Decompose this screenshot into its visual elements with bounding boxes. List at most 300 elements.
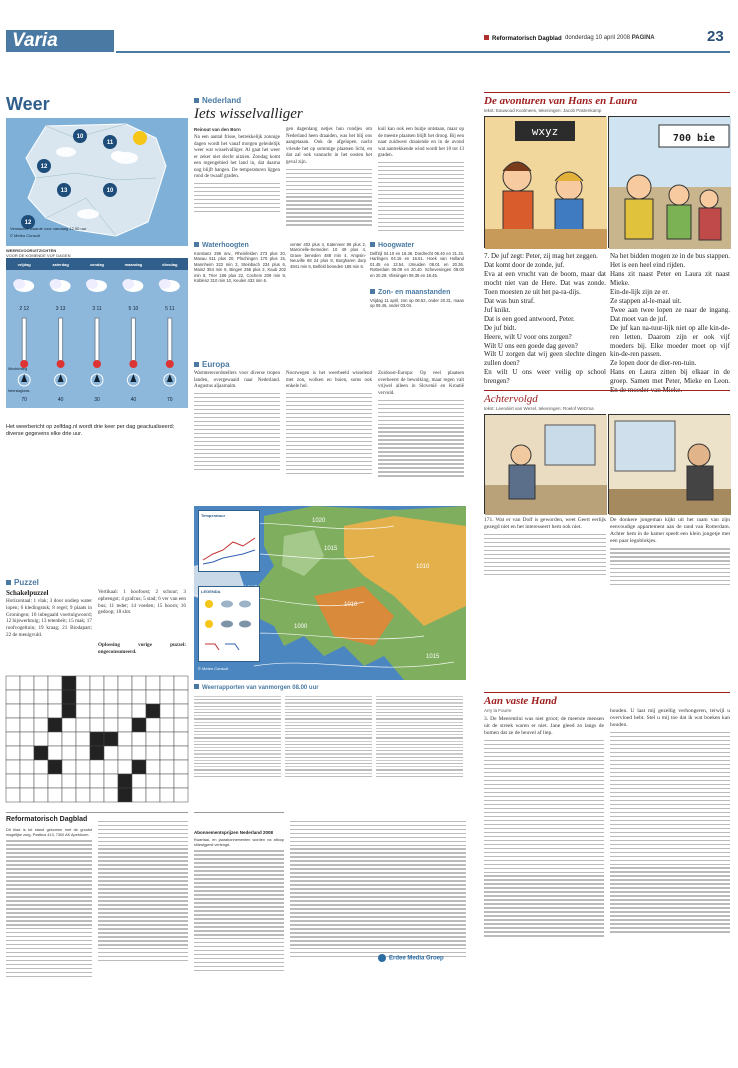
report-row (376, 757, 463, 758)
crossword-cell[interactable] (118, 704, 132, 718)
thermometer-icon (59, 318, 63, 362)
achtervolgd-text-right (610, 517, 730, 587)
neerslag-value: 40 (57, 397, 64, 403)
puzzel-title: Schakelpuzzel (6, 589, 49, 597)
crossword-cell[interactable] (48, 746, 62, 760)
crossword-cell[interactable] (160, 676, 174, 690)
report-column (194, 694, 281, 786)
europa-col3 (378, 371, 464, 501)
hans-laura-text-right: Na het bidden mogen ze in de bus stappen. Het is een heel eind rijden. Hans zit naast Peter en Laura zit naast Mieke. Ein-de-lijk zijn ze er. Ze stappen al-le-maal uit. Twee aan twee lopen ze naar de ingang. Dat moet van de juf. De juf kan na-tuur-lijk niet op alle kin-de-ren letten. Daarom zijn er ook vijf moeders bij. Elke moeder moet op vijf kin-de-ren passen. Ze lopen door de dier-ren-tuin. Hans en Laura zitten bij elkaar in de groep. Samen met Peter, Mieke en Leon. (610, 252, 730, 386)
crossword-grid (6, 672, 188, 808)
report-row (285, 734, 372, 735)
report-row (285, 763, 372, 764)
report-row (376, 744, 463, 745)
rain-icon (239, 601, 251, 608)
crossword-cell[interactable] (90, 676, 104, 690)
crossword-cell[interactable] (6, 704, 20, 718)
colofon-title: Reformatorisch Dagblad (6, 816, 88, 823)
crossword-cell[interactable] (6, 732, 20, 746)
crossword-cell[interactable] (48, 760, 62, 774)
report-row (194, 753, 281, 754)
page-number: 23 (707, 28, 724, 45)
crossword-cell[interactable] (20, 774, 34, 788)
crossword-cell[interactable] (160, 704, 174, 718)
crossword-cell[interactable] (90, 718, 104, 732)
crossword-cell[interactable] (6, 676, 20, 690)
thermometer-icon (22, 318, 26, 362)
crossword-cell[interactable] (34, 704, 48, 718)
report-row (194, 757, 281, 758)
crossword-cell[interactable] (20, 732, 34, 746)
crossword-cell[interactable] (62, 676, 76, 690)
crossword-cell[interactable] (118, 774, 132, 788)
crossword-cell[interactable] (174, 676, 188, 690)
report-row (285, 769, 372, 770)
wind-arrow-icon (167, 374, 173, 382)
text-filler (484, 534, 606, 575)
comic-panel-left (484, 116, 606, 248)
report-row (285, 744, 372, 745)
forecast-day-label: maandag (124, 262, 143, 267)
map-temp: 12 (24, 220, 32, 226)
report-row (285, 725, 372, 726)
report-row (285, 750, 372, 751)
crossword-cell[interactable] (160, 732, 174, 746)
map-temp: 10 (76, 134, 84, 140)
crossword-cell[interactable] (76, 718, 90, 732)
crossword-cell[interactable] (76, 788, 90, 802)
report-row (194, 709, 281, 710)
nederland-col2 (286, 127, 372, 240)
crossword-cell[interactable] (34, 746, 48, 760)
cloud-icon (159, 279, 171, 289)
crossword-cell[interactable] (132, 676, 146, 690)
erdee-logo (378, 954, 444, 962)
report-row (376, 747, 463, 748)
crossword-cell[interactable] (62, 746, 76, 760)
text-filler (194, 183, 280, 212)
crossword-cell[interactable] (118, 690, 132, 704)
report-row (194, 718, 281, 719)
divider (6, 812, 188, 813)
crossword-cell[interactable] (160, 690, 174, 704)
crossword-cell[interactable] (174, 718, 188, 732)
crossword-cell[interactable] (118, 788, 132, 802)
crossword-cell[interactable] (62, 760, 76, 774)
thermometer-bulb-icon (57, 360, 65, 368)
report-row (194, 722, 281, 723)
nederland-col1 (194, 135, 280, 240)
crossword-cell[interactable] (104, 732, 118, 746)
crossword-cell[interactable] (174, 746, 188, 760)
crossword-cell[interactable] (174, 732, 188, 746)
report-column (376, 694, 463, 786)
wind-label: Windrichting (8, 367, 28, 371)
report-row (285, 709, 372, 710)
map-credit: © Meteo Consult (10, 233, 40, 238)
crossword-cell[interactable] (174, 788, 188, 802)
weather-title: Weer (6, 94, 50, 114)
europa-col1-text: Warmterecordstellers voor diverse tropen landen, overgewaaid naar Nederland. Augustus aljaarnaim. (194, 371, 280, 389)
sun-icon (133, 131, 147, 145)
forecast-table (6, 258, 188, 408)
crossword-cell[interactable] (48, 676, 62, 690)
thermometer-bulb-icon (166, 360, 174, 368)
crossword-cell[interactable] (174, 690, 188, 704)
crossword-cell[interactable] (104, 718, 118, 732)
crossword-cell[interactable] (146, 774, 160, 788)
nederland-col1-text: Na een aantal frisse, betrekkelijk zonnige dagen wordt het vanaf morgen geleidelijk weer wat wisselvalliger. Al gaat het weer er zeker niet slecht uitzien. Zondag komt een regengebied het land in, dat daarna nog blijft hangen. De temperaturen liggen rond de twaalf graden. (194, 135, 280, 179)
report-row (285, 715, 372, 716)
report-row (285, 741, 372, 742)
report-row (194, 744, 281, 745)
crossword-cell[interactable] (160, 718, 174, 732)
sun-icon (205, 620, 213, 628)
crossword-cell[interactable] (20, 704, 34, 718)
crossword-cell[interactable] (104, 788, 118, 802)
report-row (194, 776, 281, 777)
crossword-cell[interactable] (6, 788, 20, 802)
crossword-cell[interactable] (132, 746, 146, 760)
kicker-square-icon (370, 289, 375, 294)
report-row (194, 769, 281, 770)
weerrapporten-kicker-text: Weerrapporten van vanmorgen 08.00 uur (202, 685, 319, 691)
report-row (194, 750, 281, 751)
crossword-cell[interactable] (90, 732, 104, 746)
puzzel-kicker (6, 578, 39, 587)
crossword-cell[interactable] (34, 690, 48, 704)
report-row (194, 706, 281, 707)
hans-laura-credit: tekst: Eauwoud Koolmees, tekeningen: Jacob Pastenkamp (484, 108, 602, 113)
crossword-cell[interactable] (132, 788, 146, 802)
report-row (376, 734, 463, 735)
report-row (194, 741, 281, 742)
comic-rule (484, 390, 730, 391)
europa-col3-text: Zuidoost-Europa: Op veel plaatsen overheerst de bewolking, maar regen valt vrijwel alleen in Slovenië en Kroatië vervuld. (378, 371, 464, 396)
crossword-cell[interactable] (146, 732, 160, 746)
report-row (376, 699, 463, 700)
crossword-cell[interactable] (90, 760, 104, 774)
crossword-cell[interactable] (48, 788, 62, 802)
crossword-cell[interactable] (160, 774, 174, 788)
divider (194, 812, 284, 813)
crossword-cell[interactable] (48, 704, 62, 718)
tarieven-table (194, 838, 284, 1058)
crossword-cell[interactable] (6, 746, 20, 760)
report-row (285, 712, 372, 713)
kicker-square-icon (194, 684, 199, 689)
legend-title: LEGENDA (201, 589, 221, 594)
tarieven-text: Kwartaal- en jaarabonnementen worden na afloop stilzwijgend verlengd. (194, 838, 284, 847)
cloud-icon (86, 279, 98, 289)
report-row (194, 773, 281, 774)
crossword-cell[interactable] (34, 732, 48, 746)
crossword-cell[interactable] (62, 718, 76, 732)
report-row (376, 706, 463, 707)
forecast-temp: 5 11 (165, 306, 175, 312)
crossword-cell[interactable] (132, 774, 146, 788)
report-row (285, 747, 372, 748)
crossword-cell[interactable] (76, 746, 90, 760)
text-filler (610, 732, 730, 933)
report-row (376, 731, 463, 732)
crossword-cell[interactable] (62, 788, 76, 802)
report-row (376, 753, 463, 754)
report-row (285, 722, 372, 723)
forecast-day-label: zaterdag (52, 262, 69, 267)
isobar-label: 1010 (416, 564, 430, 570)
text-filler (98, 821, 188, 962)
crossword-cell[interactable] (34, 676, 48, 690)
crossword-cell[interactable] (48, 718, 62, 732)
crossword-cell[interactable] (174, 704, 188, 718)
report-row (194, 725, 281, 726)
crossword-cell[interactable] (160, 788, 174, 802)
crossword-cell[interactable] (48, 774, 62, 788)
forecast-day-label: dinsdag (162, 262, 178, 267)
cloud-icon (221, 621, 233, 628)
aan-vaste-hand-col1 (484, 716, 604, 1060)
europa-kicker (194, 360, 230, 369)
aan-vaste-hand-title: Aan vaste Hand (484, 695, 557, 707)
colofon-col2 (98, 818, 188, 1058)
report-row (376, 773, 463, 774)
crossword-cell[interactable] (174, 760, 188, 774)
map-note: Verwachte waarde voor vandaag 12.00 uur (10, 226, 87, 231)
isobar-label: 1015 (324, 546, 338, 552)
report-row (285, 773, 372, 774)
report-row (285, 728, 372, 729)
paper-name-text: Reformatorisch Dagblad (492, 36, 562, 42)
crossword-cell[interactable] (6, 718, 20, 732)
crossword-cell[interactable] (132, 704, 146, 718)
map-temp: 13 (60, 188, 68, 194)
report-row (285, 696, 372, 697)
wind-arrow-icon (58, 374, 64, 382)
report-row (376, 696, 463, 697)
text-filler (194, 393, 280, 470)
aan-vaste-hand-col1-text: 3. De Meerentini was niet groot; de meerste mensen uit de streek waren er niet. Jane gleed zo langs de bomen dat ze de heuvel af liep. (484, 716, 604, 737)
crossword-cell[interactable] (6, 760, 20, 774)
nederland-col2-text: gen dagenlang netjes hun rondjes om Nederland heen draaiden, was het blij ons aangetaaan. Ook de afgelopen nacht vriesde het op sommige plaatsen licht, en dat zal ook vannacht in het oosten het geval zijn. (286, 127, 372, 165)
crossword-cell[interactable] (104, 774, 118, 788)
weather-report-table (194, 694, 466, 786)
crossword-cell[interactable] (146, 760, 160, 774)
report-row (194, 747, 281, 748)
crossword-cell[interactable] (76, 732, 90, 746)
erdee-logo-text: Erdee Media Groep (389, 955, 444, 962)
crossword-cell[interactable] (146, 690, 160, 704)
crossword-cell[interactable] (48, 732, 62, 746)
report-row (285, 718, 372, 719)
waterhoogten-kicker (194, 242, 249, 249)
report-row (194, 737, 281, 738)
crossword-cell[interactable] (90, 746, 104, 760)
achtervolgd-panel-left (484, 414, 606, 514)
report-row (376, 776, 463, 777)
report-row (194, 766, 281, 767)
crossword-cell[interactable] (132, 760, 146, 774)
paper-name (484, 35, 562, 42)
snow-icon (239, 621, 251, 628)
page-label: PAGINA (631, 35, 655, 41)
weerrapporten-kicker (194, 684, 319, 691)
crossword-cell[interactable] (132, 718, 146, 732)
crossword-cell[interactable] (118, 718, 132, 732)
zon-text: Vrijdag 11 april, zon op 06.52, onder 20.31, maan op 09.46, onder 03.04. (370, 298, 464, 309)
report-row (376, 718, 463, 719)
waterhoogten-text2: venter 402 plus 4, Katerveer 86 plus 2, Marcinelle-Semeden 10 49 plus 4, Grave beneden 488 min 4, Ampsin-Neuville 68 24 plus 8, Borgharen dorp 4841 min 5, Belfeld beneden 185 min 6. (290, 242, 366, 269)
report-row (376, 709, 463, 710)
report-row (376, 741, 463, 742)
crossword-cell[interactable] (118, 746, 132, 760)
hoogwater-kicker-text: Hoogwater (378, 242, 415, 249)
crossword-cell[interactable] (76, 676, 90, 690)
crossword-cell[interactable] (34, 718, 48, 732)
crossword-cell[interactable] (34, 788, 48, 802)
nederland-col3-text: kuil kan ook een buitje ontstaan, maar op de meeste plaatsen blijft het droog. Bij een naar zuidwest draaiende en in de avond wat aantrekkende wind wordt het 10 tot 13 graden. (378, 127, 464, 158)
forecast-temp: 3 11 (92, 306, 102, 312)
crossword-cell[interactable] (132, 690, 146, 704)
crossword-cell[interactable] (20, 760, 34, 774)
nederland-kicker (194, 96, 241, 105)
front-icon (205, 644, 219, 650)
crossword-cell[interactable] (76, 704, 90, 718)
crossword-cell[interactable] (160, 760, 174, 774)
kicker-square-icon (370, 242, 375, 247)
report-row (194, 731, 281, 732)
map-legend (198, 586, 260, 662)
erdee-logo-icon (378, 954, 386, 962)
text-filler (378, 400, 464, 477)
crossword-cell[interactable] (20, 690, 34, 704)
crossword-cell[interactable] (20, 788, 34, 802)
neerslag-label: Neerslagkans (8, 389, 30, 393)
neerslag-value: 70 (167, 397, 173, 403)
crossword-cell[interactable] (6, 774, 20, 788)
crossword-cell[interactable] (146, 788, 160, 802)
front-icon (225, 644, 239, 650)
crossword-cell[interactable] (90, 788, 104, 802)
forecast-temp: 2 12 (19, 306, 30, 312)
thermometer-bulb-icon (129, 360, 137, 368)
report-row (194, 699, 281, 700)
text-filler (286, 393, 372, 474)
crossword-cell[interactable] (62, 732, 76, 746)
europe-weather-map (194, 506, 466, 680)
map-temp: 10 (106, 188, 114, 194)
report-row (194, 696, 281, 697)
report-row (285, 753, 372, 754)
hoogwater-text: Delfzijl 04.10 en 16.36. Dordrecht 06.40 en 21.15. Harlingen 04.15 en 16.51. Hoek van Holland 01.45 en 13.54. IJmuiden 08.01 en 20.36. Rotterdam 08.09 en 20.40. Scheveningen 08.00 en 20.28. Vlissingen 06.35 en 18.45. (370, 251, 464, 278)
weather-caption: Het weerbericht op zelfdag.nl wordt drie keer per dag geactualiseerd; diverse gegevens elke drie uur. (6, 424, 175, 438)
report-row (285, 776, 372, 777)
crossword-cell[interactable] (104, 760, 118, 774)
crossword-cell[interactable] (90, 690, 104, 704)
crossword-cell[interactable] (118, 760, 132, 774)
report-row (376, 702, 463, 703)
map-temp: 12 (40, 164, 48, 170)
crossword-cell[interactable] (20, 718, 34, 732)
neerslag-value: 40 (130, 397, 137, 403)
crossword-cell[interactable] (20, 746, 34, 760)
crossword-cell[interactable] (118, 676, 132, 690)
crossword-cell[interactable] (34, 760, 48, 774)
achtervolgd-panel-right (608, 414, 730, 514)
achtervolgd-title: Achtervolgd (484, 393, 538, 405)
crossword-cell[interactable] (146, 704, 160, 718)
crossword-cell[interactable] (118, 732, 132, 746)
kicker-square-icon (6, 580, 11, 585)
map-credit: © Meteo Consult (198, 666, 228, 671)
crossword-cell[interactable] (90, 774, 104, 788)
hans-laura-text-left: 7. De juf zegt: Peter, zij mag het zeggen. Dat komt door de zonde, juf. Eva at een vrucht van de boom, maar dat mocht niet van de Here. Dat was zonde. Toen moesten ze uit het pa-ra-dijs. Dat was hun straf. Juf knikt. Dat is een goed antwoord, Peter. De juf bidt. Heere, wilt U voor ons zorgen? Wilt U ons een goede dag geven? Wilt U zorgen dat wij geen slechte dingen zullen doen? En wilt U ons weer veilig op school brengen? (484, 252, 606, 386)
isobar-label: 1000 (294, 624, 308, 630)
crossword-cell[interactable] (174, 774, 188, 788)
thermometer-icon (131, 318, 135, 362)
kicker-square-icon (194, 98, 199, 103)
crossword-cell[interactable] (76, 760, 90, 774)
zon-kicker (370, 289, 450, 296)
sun-icon (205, 600, 213, 608)
crossword-cell[interactable] (62, 690, 76, 704)
aan-vaste-hand-col2 (610, 708, 730, 1060)
date-text: donderdag 10 april 2008 (565, 35, 631, 41)
crossword-cell[interactable] (104, 704, 118, 718)
achtervolgd-text-left-p: 171. Wat er van Dolf is geworden, weet Geert eerlijk gezegd niet en het interesseert hem ook niet. (484, 517, 606, 531)
waterhoogten-text: Konstanz 295 onv., Rheinfelden 273 plus 20, Maxau 511 plus 20, Plochingen 170 plus 15, Mannheim 322 min 3, Steinbach 234 plus 6, Mainz 354 min 6, Bingen 255 plus 2, Kaub 202 min 8, Trier 186 plus 22, Cochem 209 min 9, Koblenz 310 min 10, Keulen 432 min 6. (194, 251, 286, 284)
crossword-cell[interactable] (160, 746, 174, 760)
report-row (376, 715, 463, 716)
crossword-cell[interactable] (6, 690, 20, 704)
crossword-cell[interactable] (104, 690, 118, 704)
crossword-cell[interactable] (62, 774, 76, 788)
achtervolgd-text-right-p: De donkere jongeman kijkt uit het raam van zijn eenvoudige appartement aan de rand van Rotterdam. Achter hem in de kamer speelt een klein jongetje met een paar legoblokjes. (610, 517, 730, 545)
zoo-sign-text: 700 bie (672, 133, 716, 144)
cloud-icon (221, 601, 233, 608)
report-row (376, 766, 463, 767)
crossword-cell[interactable] (76, 690, 90, 704)
forecast-temp: 5 10 (128, 306, 139, 312)
report-row (285, 757, 372, 758)
crossword-cell[interactable] (76, 774, 90, 788)
report-row (376, 737, 463, 738)
crossword-cell[interactable] (146, 676, 160, 690)
aan-vaste-hand-col2-text: houden. U laat mij gezellig verhongeren, terwijl u overvloed hebt. Stel u mij toe dat ik wat boeken kan houden. (610, 708, 730, 729)
wind-arrow-icon (94, 374, 100, 382)
neerslag-value: 30 (94, 397, 100, 403)
kicker-square-icon (194, 242, 199, 247)
crossword-cell[interactable] (104, 676, 118, 690)
neerslag-value: 70 (21, 397, 27, 403)
crossword-cell[interactable] (48, 690, 62, 704)
crossword-cell[interactable] (62, 704, 76, 718)
crossword-cell[interactable] (146, 746, 160, 760)
crossword-cell[interactable] (20, 676, 34, 690)
nederland-author: Reinout van den Born (194, 127, 241, 132)
crossword-cell[interactable] (90, 704, 104, 718)
crossword-cell[interactable] (146, 718, 160, 732)
crossword-cell[interactable] (34, 774, 48, 788)
crossword-cell[interactable] (104, 746, 118, 760)
nederland-kicker-text: Nederland (202, 96, 242, 105)
cloud-icon (50, 279, 62, 289)
report-row (376, 725, 463, 726)
nederland-col3 (378, 127, 464, 240)
crossword-cell[interactable] (132, 732, 146, 746)
europa-col1 (194, 371, 280, 501)
report-row (194, 728, 281, 729)
